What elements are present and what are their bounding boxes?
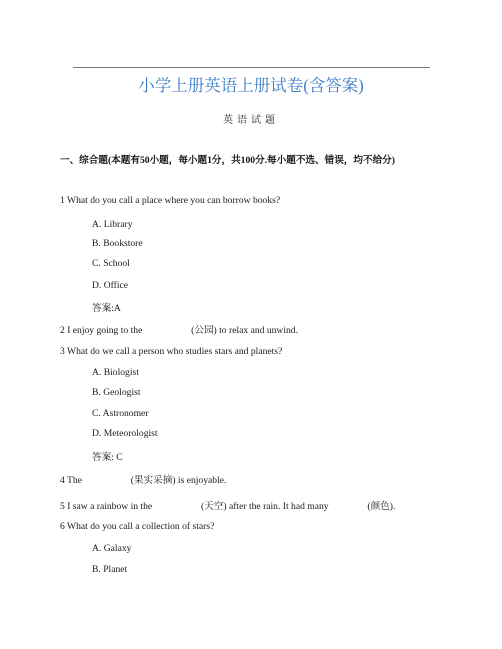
- question-2-text: [60, 322, 298, 336]
- page-title: 小学上册英语上册试卷(含答案): [138, 76, 364, 95]
- header-rule: [73, 67, 430, 68]
- question-1-option-b: B. Bookstore: [92, 238, 143, 249]
- question-1-option-c: C. School: [92, 258, 130, 269]
- page-subtitle: 英语试题: [223, 115, 279, 126]
- question-4-part-2: (果实采摘) is enjoyable.: [130, 475, 227, 486]
- question-4-part-1: 4 The: [60, 475, 82, 486]
- question-4-text: [60, 472, 226, 486]
- question-3-option-d: D. Meteorologist: [92, 428, 158, 439]
- question-3-option-a: A. Biologist: [92, 367, 139, 378]
- question-5-part-1: 5 I saw a rainbow in the: [60, 501, 153, 512]
- question-1-text: 1 What do you call a place where you can borrow books?: [60, 195, 281, 206]
- question-3-option-c: C. Astronomer: [92, 408, 149, 419]
- question-5-part-3: (颜色).: [367, 501, 396, 512]
- question-1-option-a: A. Library: [92, 219, 133, 230]
- question-3-option-b: B. Geologist: [92, 387, 141, 398]
- question-6-option-a: A. Galaxy: [92, 543, 132, 554]
- question-2-part-1: 2 I enjoy going to the: [60, 325, 143, 336]
- question-5-part-2: (天空) after the rain. It had many: [201, 501, 329, 512]
- question-6-text: 6 What do you call a collection of stars?: [60, 521, 215, 532]
- question-1-option-d: D. Office: [92, 280, 129, 291]
- question-5-text: [60, 498, 395, 512]
- question-6-option-b: B. Planet: [92, 564, 128, 575]
- question-1-answer: 答案:A: [92, 303, 121, 314]
- question-3-answer: 答案: C: [92, 452, 123, 463]
- section-heading: 一、综合题(本题有50小题，每小题1分，共100分.每小题不选、错误，均不给分): [60, 155, 395, 166]
- question-3-text: 3 What do we call a person who studies stars and planets?: [60, 346, 283, 357]
- question-2-part-2: (公园) to relax and unwind.: [191, 325, 298, 336]
